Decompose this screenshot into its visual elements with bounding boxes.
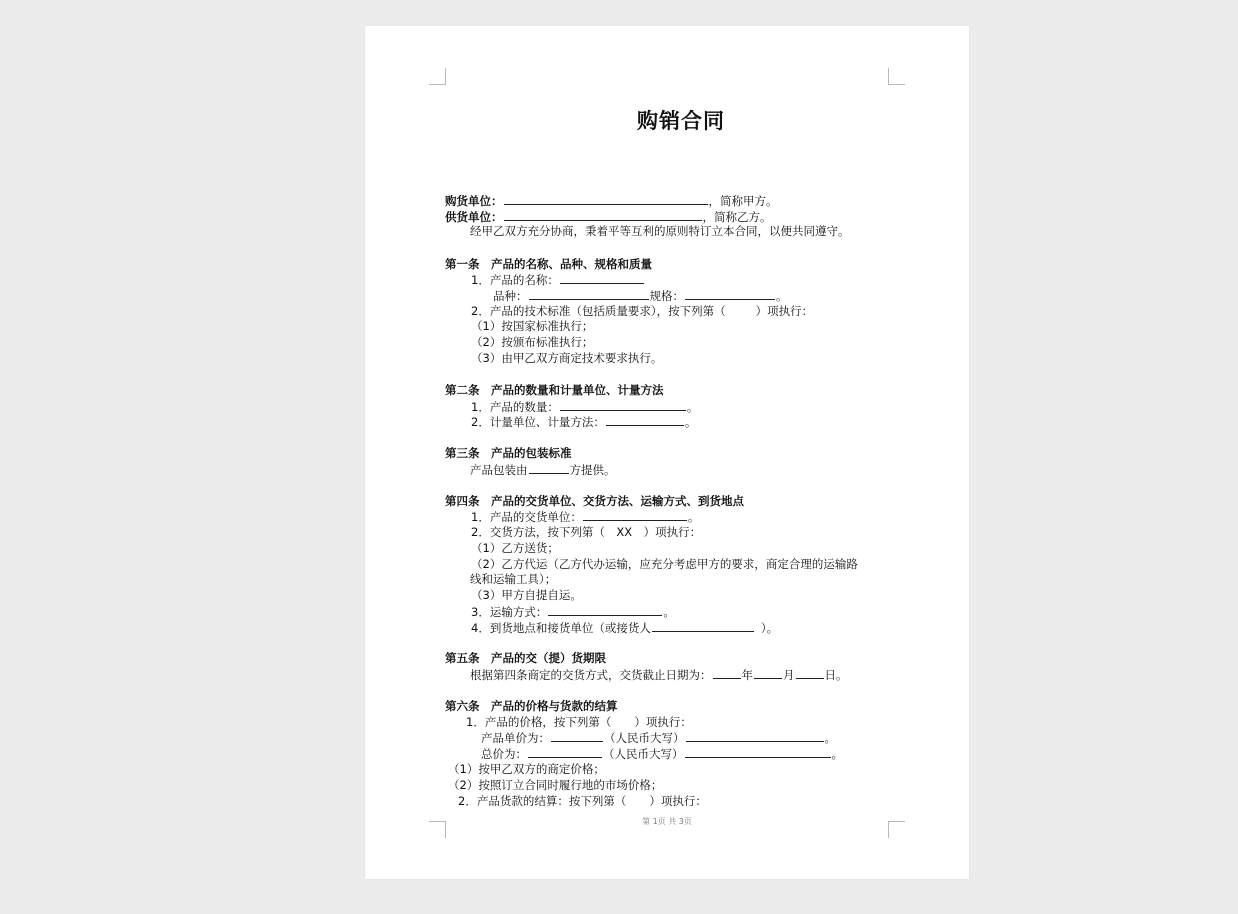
a5-day-label: 日。 xyxy=(824,668,848,682)
a5-year-blank[interactable] xyxy=(713,667,741,679)
article-5-heading: 第五条 产品的交（提）货期限 xyxy=(445,651,606,665)
seller-label: 供货单位： xyxy=(445,210,503,224)
article-6-heading: 第六条 产品的价格与货款的结算 xyxy=(445,699,618,713)
a1-product-name-label: 1．产品的名称： xyxy=(471,273,559,287)
article-2-heading: 第二条 产品的数量和计量单位、计量方法 xyxy=(445,383,664,397)
a1-variety-blank[interactable] xyxy=(529,288,649,300)
a5-year-label: 年 xyxy=(741,668,753,682)
a2-quantity-blank[interactable] xyxy=(560,399,686,411)
a5-day-blank[interactable] xyxy=(796,667,824,679)
a4-option-3: （3）甲方自提自运。 xyxy=(471,588,582,602)
a1-standard-label: 2．产品的技术标准（包括质量要求），按下列第（ xyxy=(471,304,726,318)
article-4-heading: 第四条 产品的交货单位、交货方法、运输方式、到货地点 xyxy=(445,494,744,508)
a1-product-name-blank[interactable] xyxy=(560,272,644,284)
a3-line-1 xyxy=(470,462,616,478)
a5-month-label: 月 xyxy=(783,668,795,682)
a4-destination-blank[interactable] xyxy=(652,620,754,632)
a1-option-1: （1）按国家标准执行； xyxy=(471,319,594,333)
seller-blank[interactable] xyxy=(504,209,702,221)
a4-line-1 xyxy=(471,509,699,525)
a3-packaging-blank[interactable] xyxy=(529,462,569,474)
a4-line-2: 2．交货方法，按下列第（ XX ）项执行： xyxy=(471,525,702,539)
a2-line-2-end: 。 xyxy=(684,415,697,429)
a6-unit-price-label: 产品单价为： xyxy=(481,731,550,745)
a6-total-price-rmb-blank[interactable] xyxy=(685,746,831,758)
a1-spec-blank[interactable] xyxy=(685,288,775,300)
a1-line-2 xyxy=(493,288,788,304)
a5-month-blank[interactable] xyxy=(754,667,782,679)
a6-unit-price-rmb-label: （人民币大写） xyxy=(604,731,685,745)
a6-option-1: （1）按甲乙双方的商定价格； xyxy=(448,762,605,776)
buyer-line xyxy=(445,193,778,209)
a1-option-3: （3）由甲乙双方商定技术要求执行。 xyxy=(471,351,663,365)
page-footer: 第 1页 共 3页 xyxy=(642,817,692,826)
a4-option-2-cont: 线和运输工具）； xyxy=(470,572,557,586)
a6-line-1: 1．产品的价格，按下列第（ ）项执行： xyxy=(466,715,692,729)
a5-deadline-label: 根据第四条商定的交货方式，交货截止日期为： xyxy=(470,668,712,682)
a1-line-1 xyxy=(471,272,645,288)
buyer-suffix: ，简称甲方。 xyxy=(708,194,778,208)
a4-line-1-end: 。 xyxy=(687,510,700,524)
document-page xyxy=(365,26,969,879)
a4-line-4 xyxy=(471,620,778,636)
a4-destination-label: 4．到货地点和接货单位（或接货人 xyxy=(471,621,651,635)
buyer-label: 购货单位： xyxy=(445,194,503,208)
a2-line-1-end: 。 xyxy=(686,400,699,414)
article-1-heading: 第一条 产品的名称、品种、规格和质量 xyxy=(445,257,652,271)
a2-quantity-label: 1．产品的数量： xyxy=(471,400,559,414)
a5-line-1 xyxy=(470,667,848,683)
seller-line xyxy=(445,209,772,225)
a6-unit-price-rmb-blank[interactable] xyxy=(686,730,824,742)
a3-packaging-suffix: 方提供。 xyxy=(569,463,616,477)
a1-spec-label: 规格： xyxy=(649,289,684,303)
a2-unit-method-label: 2．计量单位、计量方法： xyxy=(471,415,605,429)
a6-unit-price-end: 。 xyxy=(824,731,836,745)
a4-transport-label: 3．运输方式： xyxy=(471,605,548,619)
a1-option-2: （2）按颁布标准执行； xyxy=(471,335,594,349)
a4-transport-blank[interactable] xyxy=(548,604,662,616)
a1-variety-label: 品种： xyxy=(493,289,528,303)
a6-total-price-label: 总价为： xyxy=(481,747,527,761)
a6-line-2: 2．产品货款的结算：按下列第（ ）项执行： xyxy=(458,794,707,808)
a6-total-price-end: 。 xyxy=(831,747,843,761)
a1-standard-suffix: ）项执行： xyxy=(755,304,814,318)
seller-suffix: ，简称乙方。 xyxy=(702,210,772,224)
a6-total-price-rmb-label: （人民币大写） xyxy=(603,747,684,761)
a3-packaging-label: 产品包装由 xyxy=(470,463,528,477)
a2-line-1 xyxy=(471,399,698,415)
a6-option-2: （2）按照订立合同时履行地的市场价格； xyxy=(448,778,663,792)
a2-line-2 xyxy=(471,414,696,430)
margin-corner-top-right xyxy=(888,68,905,85)
a4-line-3-end: 。 xyxy=(663,605,675,619)
a6-total-price-line xyxy=(481,746,843,762)
a6-unit-price-blank[interactable] xyxy=(551,730,603,742)
document-title: 购销合同 xyxy=(637,108,725,133)
a4-option-2: （2）乙方代运（乙方代办运输，应充分考虑甲方的要求，商定合理的运输路 xyxy=(471,557,858,571)
buyer-blank[interactable] xyxy=(504,193,708,205)
a4-option-1: （1）乙方送货； xyxy=(471,541,559,555)
a4-delivery-unit-blank[interactable] xyxy=(583,509,687,521)
a2-unit-method-blank[interactable] xyxy=(606,414,684,426)
a4-delivery-unit-label: 1．产品的交货单位： xyxy=(471,510,582,524)
a1-line-2-end: 。 xyxy=(776,289,788,303)
margin-corner-top-left xyxy=(429,68,446,85)
a4-line-3 xyxy=(471,604,675,620)
a6-unit-price-line xyxy=(481,730,836,746)
a4-destination-suffix: ）。 xyxy=(760,621,779,635)
a6-total-price-blank[interactable] xyxy=(528,746,602,758)
a1-line-3 xyxy=(471,304,813,319)
article-3-heading: 第三条 产品的包装标准 xyxy=(445,446,572,460)
preamble: 经甲乙双方充分协商，秉着平等互利的原则特订立本合同，以便共同遵守。 xyxy=(470,224,850,238)
